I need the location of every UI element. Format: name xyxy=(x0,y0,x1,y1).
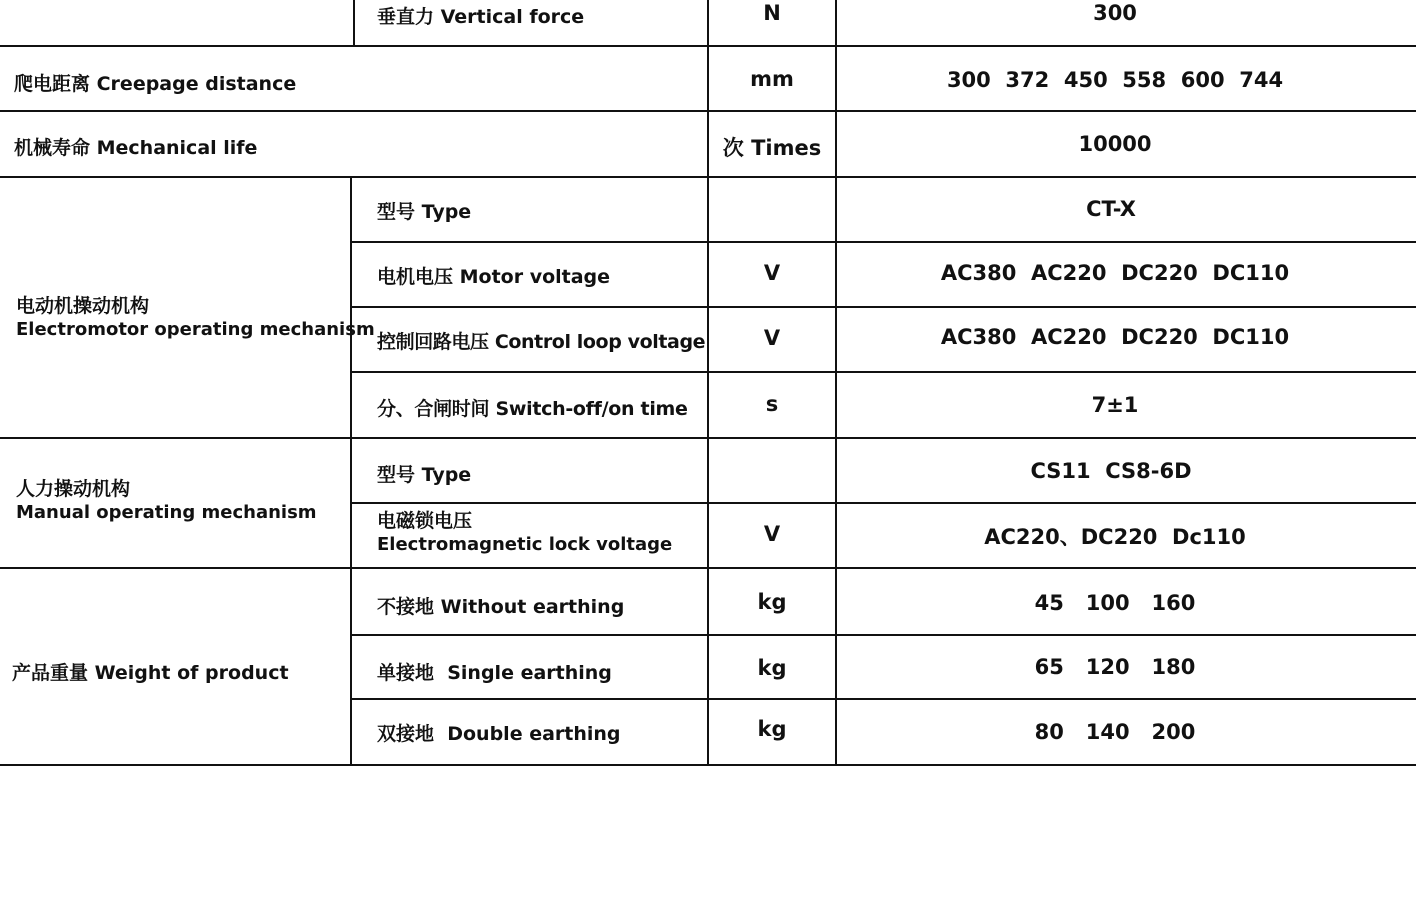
row-divider xyxy=(351,698,1416,700)
switch-time-value: 7±1 xyxy=(1091,393,1139,417)
motor-voltage-value: AC380 AC220 DC220 DC110 xyxy=(940,261,1290,285)
weight-group-label: 产品重量 Weight of product xyxy=(12,662,289,684)
row-divider xyxy=(351,502,1416,504)
manual-type-value: CS11 CS8-6D xyxy=(1030,459,1192,483)
row-divider xyxy=(351,241,1416,243)
without-earthing-label: 不接地 Without earthing xyxy=(377,596,625,618)
electromotor-type-label: 型号 Type xyxy=(377,201,472,223)
vertical-force-value: 300 xyxy=(1093,1,1137,25)
lock-voltage-label-en: Electromagnetic lock voltage xyxy=(377,534,673,555)
lock-voltage-unit: V xyxy=(763,522,781,546)
switch-time-label: 分、合闸时间 Switch-off/on time xyxy=(377,398,688,420)
electromotor-group-label xyxy=(16,295,375,341)
electromotor-type-value: CT-X xyxy=(1086,197,1136,221)
single-earthing-label: 单接地 Single earthing xyxy=(377,662,612,684)
manual-label-cn: 人力操动机构 xyxy=(16,478,131,500)
row-divider xyxy=(351,371,1416,373)
manual-group-label xyxy=(16,478,317,524)
double-earthing-label: 双接地 Double earthing xyxy=(377,723,621,745)
electromotor-label-en: Electromotor operating mechanism xyxy=(16,319,375,340)
lock-voltage-label xyxy=(377,510,672,556)
row-divider xyxy=(351,634,1416,636)
creepage-distance-unit: mm xyxy=(750,67,794,91)
single-earthing-value: 65 120 180 xyxy=(1034,655,1196,679)
manual-type-label: 型号 Type xyxy=(377,464,472,486)
creepage-distance-label: 爬电距离 Creepage distance xyxy=(14,73,297,95)
double-earthing-value: 80 140 200 xyxy=(1034,720,1196,744)
control-loop-voltage-label: 控制回路电压 Control loop voltage xyxy=(377,331,706,353)
column-divider xyxy=(835,0,837,766)
mechanical-life-unit: 次 Times xyxy=(722,136,822,160)
creepage-distance-value: 300 372 450 558 600 744 xyxy=(946,68,1284,92)
lock-voltage-value: AC220、DC220 Dc110 xyxy=(984,525,1246,549)
lock-voltage-label-cn: 电磁锁电压 xyxy=(377,510,473,532)
mechanical-life-label: 机械寿命 Mechanical life xyxy=(14,137,258,159)
without-earthing-unit: kg xyxy=(757,590,787,614)
control-loop-voltage-value: AC380 AC220 DC220 DC110 xyxy=(940,325,1290,349)
electromotor-label-cn: 电动机操动机构 xyxy=(16,295,150,317)
double-earthing-unit: kg xyxy=(757,717,787,741)
column-divider xyxy=(350,176,352,766)
vertical-force-label: 垂直力 Vertical force xyxy=(377,6,585,28)
vertical-force-unit: N xyxy=(763,1,781,25)
manual-label-en: Manual operating mechanism xyxy=(16,502,317,523)
column-divider xyxy=(707,0,709,766)
switch-time-unit: s xyxy=(765,392,779,416)
mechanical-life-value: 10000 xyxy=(1078,132,1152,156)
control-loop-voltage-unit: V xyxy=(763,326,781,350)
row-divider xyxy=(351,306,1416,308)
column-divider xyxy=(353,0,355,45)
single-earthing-unit: kg xyxy=(757,656,787,680)
without-earthing-value: 45 100 160 xyxy=(1034,591,1196,615)
motor-voltage-unit: V xyxy=(763,261,781,285)
motor-voltage-label: 电机电压 Motor voltage xyxy=(377,266,611,288)
